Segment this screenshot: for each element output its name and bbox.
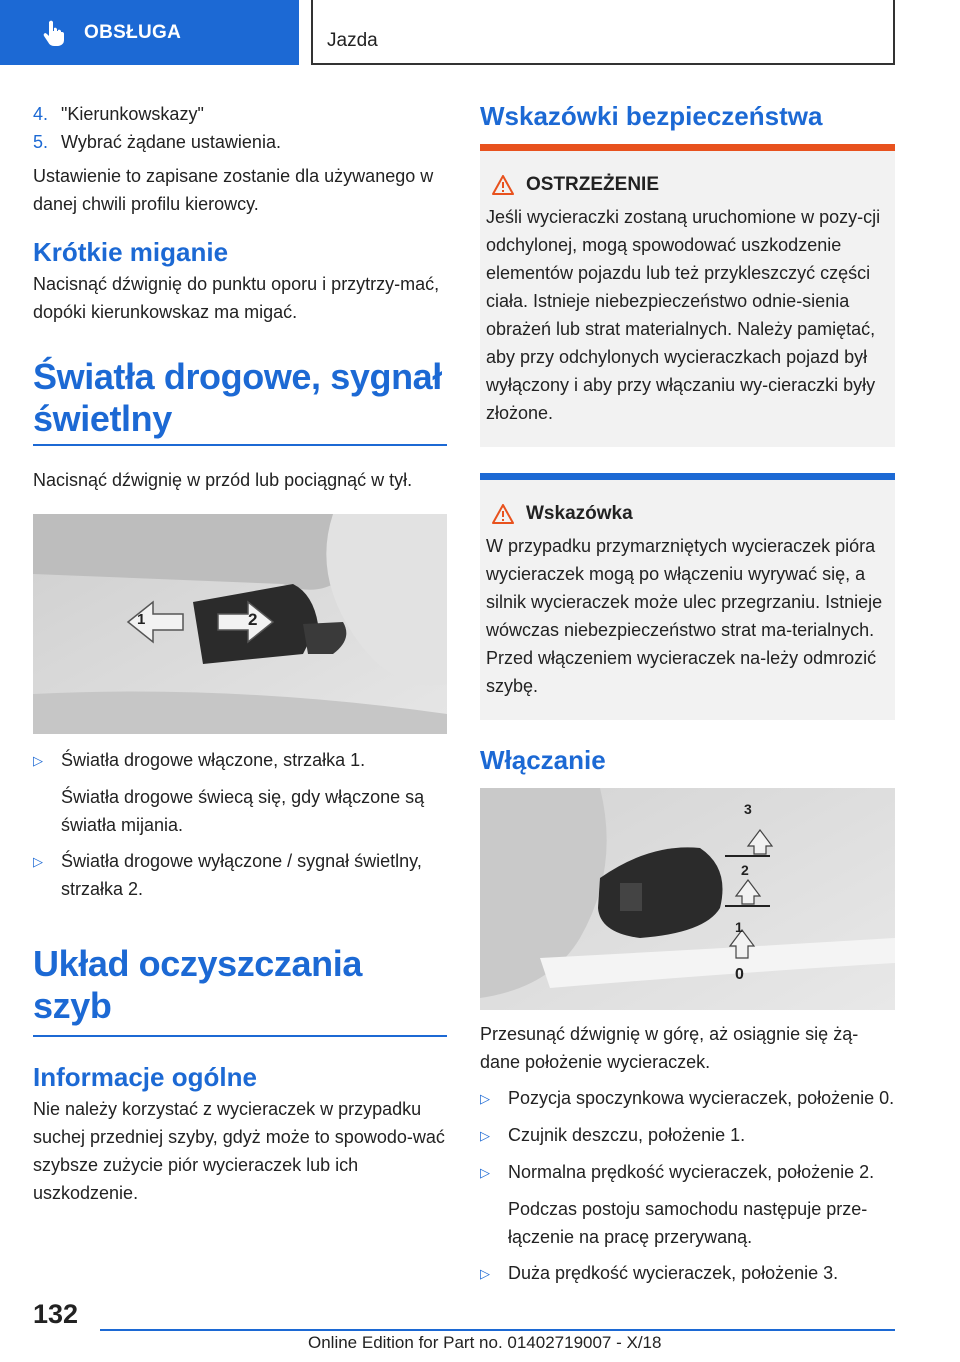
warning-bar <box>480 144 895 151</box>
step-item <box>33 100 447 128</box>
heading-rule <box>33 444 447 446</box>
wiper-lever-figure <box>480 788 895 1010</box>
warning-title: OSTRZEŻENIE <box>526 174 660 195</box>
chapter-header <box>311 0 895 65</box>
list-item-text: Światła drogowe wyłączone / sygnał świetlny, strzałka 2. <box>61 851 422 899</box>
list-item-subtext: Światła drogowe świecą się, gdy włączone są światła mijania. <box>61 787 425 835</box>
enable-text: Przesunąć dźwignię w górę, aż osiągnie się żą-dane położenie wycieraczek. <box>480 1024 859 1072</box>
bullet-triangle-icon: ▷ <box>480 1266 490 1281</box>
general-info-heading: Informacje ogólne <box>33 1062 257 1092</box>
turn-signal-lever-figure <box>33 514 447 734</box>
list-item-text: Pozycja spoczynkowa wycieraczek, położenie 0. <box>508 1088 895 1108</box>
bullet-triangle-icon: ▷ <box>480 1128 490 1143</box>
step-item <box>33 128 447 156</box>
short-blink-text: Nacisnąć dźwignię do punktu oporu i przytrzy-mać, dopóki kierunkowskaz ma migać. <box>33 274 440 322</box>
right-column <box>480 100 895 1288</box>
warning-triangle-icon <box>492 175 514 195</box>
wiper-lever-illustration <box>480 788 895 1010</box>
wiper-system-heading: Układ oczyszczania szyb <box>33 943 362 1026</box>
section-tab-label: OBSŁUGA <box>84 21 182 43</box>
list-item-subtext: Podczas postoju samochodu następuje prze-łączenie na pracę przerywaną. <box>508 1199 868 1247</box>
step-text: "Kierunkowskazy" <box>61 104 204 124</box>
left-column <box>33 100 447 1207</box>
enable-heading: Włączanie <box>480 745 606 775</box>
position-label-3: 3 <box>744 801 752 817</box>
note-box <box>480 480 895 720</box>
bullet-triangle-icon: ▷ <box>480 1091 490 1106</box>
bullet-triangle-icon: ▷ <box>33 753 43 768</box>
step-number: 4. <box>33 104 49 124</box>
lever-illustration <box>33 514 447 734</box>
list-item <box>480 1158 895 1187</box>
arrow-label-1: 1 <box>137 611 146 628</box>
high-beam-heading: Światła drogowe, sygnał świetlny <box>33 356 442 439</box>
bullet-triangle-icon: ▷ <box>480 1165 490 1180</box>
heading-rule <box>33 1035 447 1037</box>
footer-rule <box>100 1329 895 1331</box>
warning-text: Jeśli wycieraczki zostaną uruchomione w pozy-cji odchylonej, mogą spowodować uszkodzenie elementów pojazdu lub też przykleszczyć części ciała. Istnieje niebezpieczeństwo odnie-sienia obrażeń lub strat materialnych. Należy pamiętać, aby przy odchylonych wycieraczkach pojazd był wyłączony i aby przy włączaniu wy-cieraczki były złożone. <box>486 207 881 423</box>
note-bar <box>480 473 895 480</box>
chapter-title: Jazda <box>327 30 378 51</box>
warning-triangle-icon <box>492 504 514 524</box>
safety-heading: Wskazówki bezpieczeństwa <box>480 101 823 131</box>
page-number: 132 <box>33 1299 79 1329</box>
list-item-text: Duża prędkość wycieraczek, położenie 3. <box>508 1263 839 1283</box>
note-title: Wskazówka <box>526 503 633 524</box>
general-info-text: Nie należy korzystać z wycieraczek w przypadku suchej przedniej szyby, gdyż może to spowodo-wać szybsze zużycie piór wycieraczek lub ich uszkodzenie. <box>33 1099 445 1203</box>
bullet-triangle-icon: ▷ <box>33 854 43 869</box>
hand-pointer-icon <box>40 18 70 48</box>
list-item <box>33 847 447 903</box>
list-item <box>33 746 447 775</box>
short-blink-heading: Krótkie miganie <box>33 237 229 267</box>
list-item-text: Czujnik deszczu, położenie 1. <box>508 1125 746 1145</box>
high-beam-text: Nacisnąć dźwignię w przód lub pociągnąć w tył. <box>33 470 413 490</box>
edition-note: Online Edition for Part no. 01402719007 - X/18 <box>308 1333 662 1352</box>
list-item <box>480 1121 895 1150</box>
list-item-text: Światła drogowe włączone, strzałka 1. <box>61 750 366 770</box>
list-item <box>480 1259 895 1288</box>
step-text: Wybrać żądane ustawienia. <box>61 132 281 152</box>
list-item-text: Normalna prędkość wycieraczek, położenie 2. <box>508 1162 875 1182</box>
section-tab[interactable] <box>0 0 299 65</box>
position-label-2: 2 <box>741 862 749 878</box>
arrow-label-2: 2 <box>248 610 258 629</box>
step-number: 5. <box>33 132 49 152</box>
warning-box <box>480 151 895 447</box>
position-label-0: 0 <box>735 966 744 983</box>
note-text: W przypadku przymarzniętych wycieraczek pióra wycieraczek mogą po włączeniu wyrywać się, a silnik wycieraczek może ulec przegrzaniu. Istnieje wówczas niebezpieczeństwo strat ma-terialnych. Przed włączeniem wycieraczek na-leży odmrozić szybę. <box>486 536 883 696</box>
position-label-1: 1 <box>735 919 743 935</box>
saved-profile-text: Ustawienie to zapisane zostanie dla używanego w danej chwili profilu kierowcy. <box>33 166 434 214</box>
list-item <box>480 1084 895 1113</box>
